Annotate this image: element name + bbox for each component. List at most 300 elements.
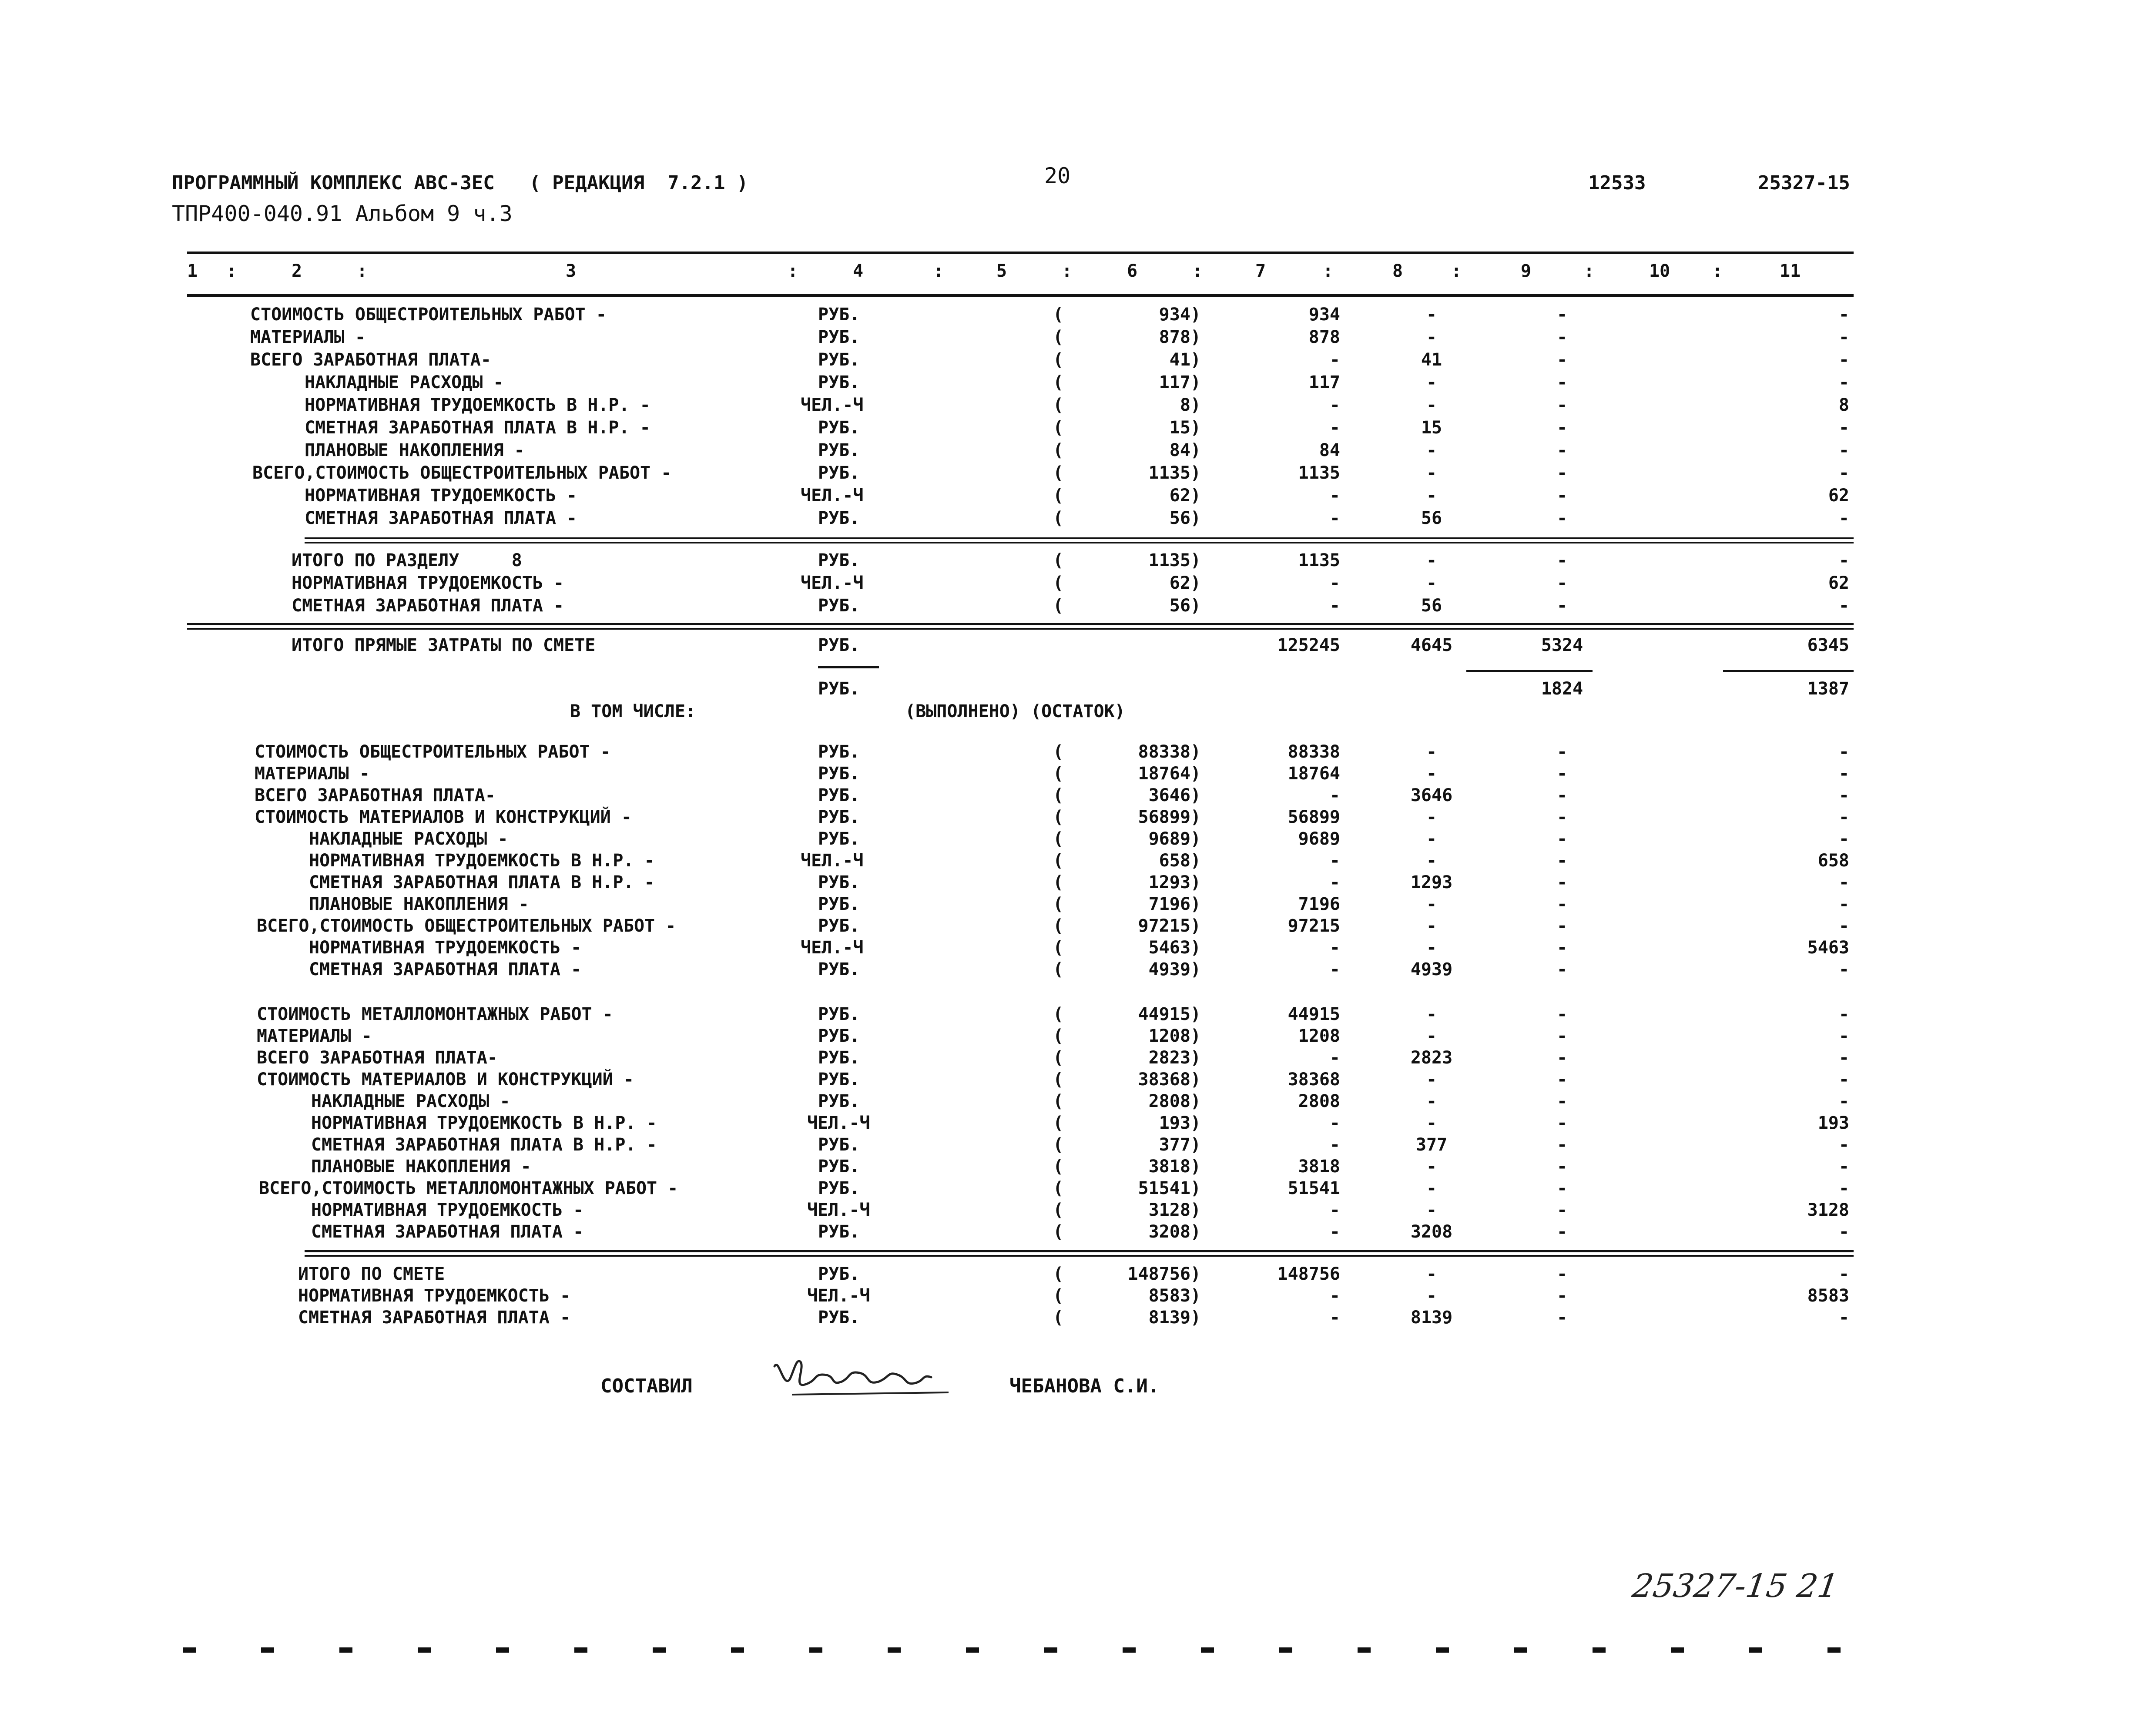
table-row: СМЕТНАЯ ЗАРАБОТНАЯ ПЛАТА В Н.Р. - РУБ. ( 1293) - 1293 - -: [309, 872, 1849, 892]
unit: РУБ.: [818, 463, 860, 483]
item-name: НОРМАТИВНАЯ ТРУДОЕМКОСТЬ -: [311, 1200, 584, 1220]
bottom-dash: [888, 1647, 901, 1653]
col11-underline: [1723, 670, 1854, 672]
col6-value: 1208): [1148, 1026, 1201, 1046]
col11-value: -: [1838, 916, 1849, 936]
col6-value: 2823): [1148, 1048, 1201, 1068]
table-row: НОРМАТИВНАЯ ТРУДОЕМКОСТЬ В Н.Р. - ЧЕЛ.-Ч ( 193) - - - 193: [311, 1113, 1849, 1133]
col7-value: -: [1329, 1200, 1340, 1220]
table-row: СМЕТНАЯ ЗАРАБОТНАЯ ПЛАТА - РУБ. ( 4939) - 4939 - -: [309, 959, 1849, 979]
col9-value: 1824: [1541, 679, 1583, 699]
unit: РУБ.: [818, 1091, 860, 1111]
item-name: СТОИМОСТЬ ОБЩЕСТРОИТЕЛЬНЫХ РАБОТ -: [255, 742, 611, 762]
unit: РУБ.: [818, 1264, 860, 1284]
col8-value: -: [1426, 573, 1437, 593]
bottom-dash: [574, 1647, 587, 1653]
col11-value: -: [1838, 1157, 1849, 1177]
table-row: МАТЕРИАЛЫ - РУБ. ( 1208) 1208 - - -: [257, 1026, 1849, 1046]
col7-value: -: [1329, 1286, 1340, 1306]
col9-value: -: [1556, 785, 1568, 805]
unit: РУБ.: [818, 829, 860, 849]
col7-value: 38368: [1288, 1070, 1340, 1090]
col6-value: 41): [1169, 350, 1201, 370]
item-name: МАТЕРИАЛЫ -: [250, 327, 365, 347]
col-7: 7: [1255, 261, 1266, 281]
col9-value: -: [1556, 463, 1568, 483]
col8-value: -: [1426, 851, 1437, 871]
col11-value: 8: [1838, 395, 1849, 415]
col8-value: 3646: [1410, 785, 1453, 805]
document-code: 12533: [1588, 172, 1646, 194]
col7-value: 1135: [1298, 463, 1340, 483]
col8-value: -: [1426, 916, 1437, 936]
col6-value: 62): [1169, 573, 1201, 593]
bottom-dash: [1749, 1647, 1762, 1653]
col7-value: 51541: [1288, 1178, 1340, 1198]
col6-value: 62): [1169, 486, 1201, 506]
item-name: СМЕТНАЯ ЗАРАБОТНАЯ ПЛАТА В Н.Р. -: [311, 1135, 657, 1155]
col6-value: 15): [1169, 418, 1201, 438]
col-6: 6: [1127, 261, 1138, 281]
table-row: НОРМАТИВНАЯ ТРУДОЕМКОСТЬ В Н.Р. - ЧЕЛ.-Ч ( 658) - - - 658: [309, 851, 1849, 871]
col9-value: -: [1556, 916, 1568, 936]
item-name: ИТОГО ПО РАЗДЕЛУ 8: [292, 550, 522, 570]
bottom-dash: [183, 1647, 196, 1653]
col8-value: -: [1426, 1026, 1437, 1046]
subtotal-row: [0, 679, 2156, 701]
col8-value: -: [1426, 1070, 1437, 1090]
unit: РУБ.: [818, 372, 860, 392]
col8-value: -: [1426, 764, 1437, 784]
col-8: 8: [1392, 261, 1403, 281]
section-rule: [305, 537, 1854, 539]
table-row: ВСЕГО ЗАРАБОТНАЯ ПЛАТА- РУБ. ( 2823) - 2823 - -: [257, 1048, 1849, 1068]
program-title: ПРОГРАММНЫЙ КОМПЛЕКС АВС-3ЕС ( РЕДАКЦИЯ 7.2.1 ): [172, 172, 748, 194]
col11-value: 6345: [1807, 635, 1849, 655]
col8-value: -: [1426, 807, 1437, 827]
unit: РУБ.: [818, 872, 860, 892]
including-label: В ТОМ ЧИСЛЕ:: [570, 701, 696, 721]
col6-value: 56): [1169, 596, 1201, 616]
header-bottom-rule: [187, 294, 1854, 297]
col11-value: -: [1838, 1004, 1849, 1024]
item-name: МАТЕРИАЛЫ -: [255, 764, 370, 784]
col6-value: 5463): [1148, 938, 1201, 958]
col9-value: -: [1556, 1178, 1568, 1198]
table-row: ПЛАНОВЫЕ НАКОПЛЕНИЯ - РУБ. ( 7196) 7196 - - -: [309, 894, 1849, 914]
item-name: ВСЕГО ЗАРАБОТНАЯ ПЛАТА-: [250, 350, 491, 370]
col11-value: -: [1838, 463, 1849, 483]
col6-value: 9689): [1148, 829, 1201, 849]
bottom-dash: [261, 1647, 274, 1653]
col7-value: -: [1329, 959, 1340, 979]
col9-value: -: [1556, 550, 1568, 570]
col11-value: -: [1838, 1026, 1849, 1046]
table-top-rule: [187, 252, 1854, 254]
col7-value: -: [1329, 1048, 1340, 1068]
col-3: 3: [566, 261, 577, 281]
col9-value: -: [1556, 807, 1568, 827]
bottom-dash: [809, 1647, 822, 1653]
col-5: 5: [996, 261, 1007, 281]
table-row: СТОИМОСТЬ ОБЩЕСТРОИТЕЛЬНЫХ РАБОТ - РУБ. ( 88338) 88338 - - -: [255, 742, 1849, 762]
item-name: ПЛАНОВЫЕ НАКОПЛЕНИЯ -: [309, 894, 529, 914]
col8-value: -: [1426, 327, 1437, 347]
col11-value: -: [1838, 1222, 1849, 1242]
col8-value: -: [1426, 1157, 1437, 1177]
unit: РУБ.: [818, 1026, 860, 1046]
col9-value: -: [1556, 742, 1568, 762]
table-row: НОРМАТИВНАЯ ТРУДОЕМКОСТЬ - ЧЕЛ.-Ч ( 5463) - - - 5463: [309, 938, 1849, 958]
col8-value: 3208: [1410, 1222, 1453, 1242]
col11-value: -: [1838, 305, 1849, 325]
item-name: НОРМАТИВНАЯ ТРУДОЕМКОСТЬ В Н.Р. -: [309, 851, 655, 871]
bottom-dash: [653, 1647, 666, 1653]
section-rule: [305, 1250, 1854, 1252]
col6-value: 51541): [1138, 1178, 1201, 1198]
col11-value: 193: [1817, 1113, 1849, 1133]
col8-value: 377: [1415, 1135, 1448, 1155]
col6-value: 88338): [1138, 742, 1201, 762]
col11-value: -: [1838, 742, 1849, 762]
col7-value: 117: [1308, 372, 1340, 392]
unit: РУБ.: [818, 1222, 860, 1242]
col8-value: 4645: [1410, 635, 1453, 655]
bottom-dash: [418, 1647, 431, 1653]
col11-value: 8583: [1807, 1286, 1849, 1306]
col7-value: -: [1329, 851, 1340, 871]
col11-value: -: [1838, 1135, 1849, 1155]
col6-value: 3646): [1148, 785, 1201, 805]
unit: РУБ.: [818, 916, 860, 936]
unit: РУБ.: [818, 894, 860, 914]
table-row: ВСЕГО,СТОИМОСТЬ МЕТАЛЛОМОНТАЖНЫХ РАБОТ - РУБ. ( 51541) 51541 - - -: [259, 1178, 1849, 1198]
col6-value: 3208): [1148, 1222, 1201, 1242]
col8-value: -: [1426, 395, 1437, 415]
table-row: НАКЛАДНЫЕ РАСХОДЫ - РУБ. ( 9689) 9689 - - -: [309, 829, 1849, 849]
col8-value: -: [1426, 305, 1437, 325]
unit: ЧЕЛ.-Ч: [801, 486, 864, 506]
col6-value: 3818): [1148, 1157, 1201, 1177]
table-row: СМЕТНАЯ ЗАРАБОТНАЯ ПЛАТА - РУБ. ( 56) - 56 - -: [292, 596, 1849, 616]
table-row: СМЕТНАЯ ЗАРАБОТНАЯ ПЛАТА - РУБ. ( 56) - 56 - -: [305, 508, 1849, 528]
table-row: СТОИМОСТЬ МАТЕРИАЛОВ И КОНСТРУКЦИЙ - РУБ. ( 56899) 56899 - - -: [255, 807, 1849, 827]
table-row: ПЛАНОВЫЕ НАКОПЛЕНИЯ - РУБ. ( 3818) 3818 - - -: [311, 1157, 1849, 1177]
unit: РУБ.: [818, 1004, 860, 1024]
col8-value: 56: [1421, 596, 1442, 616]
page-number: 20: [1044, 163, 1071, 188]
col6-value: 3128): [1148, 1200, 1201, 1220]
col8-value: 4939: [1410, 959, 1453, 979]
col9-value: -: [1556, 938, 1568, 958]
bottom-dash: [1044, 1647, 1057, 1653]
item-name: НАКЛАДНЫЕ РАСХОДЫ -: [309, 829, 508, 849]
section-rule: [187, 623, 1854, 625]
col7-value: 7196: [1298, 894, 1340, 914]
unit: РУБ.: [818, 418, 860, 438]
col9-value: -: [1556, 829, 1568, 849]
item-name: НОРМАТИВНАЯ ТРУДОЕМКОСТЬ -: [292, 573, 564, 593]
item-name: НОРМАТИВНАЯ ТРУДОЕМКОСТЬ -: [305, 486, 577, 506]
bottom-dash: [1593, 1647, 1606, 1653]
col9-value: -: [1556, 959, 1568, 979]
table-row: НОРМАТИВНАЯ ТРУДОЕМКОСТЬ - ЧЕЛ.-Ч ( 8583) - - - 8583: [298, 1286, 1849, 1306]
col11-value: -: [1838, 1070, 1849, 1090]
col7-value: -: [1329, 486, 1340, 506]
col7-value: 84: [1319, 440, 1340, 460]
col9-value: -: [1556, 440, 1568, 460]
unit: РУБ.: [818, 596, 860, 616]
col8-value: -: [1426, 1200, 1437, 1220]
col6-value: 2808): [1148, 1091, 1201, 1111]
item-name: СМЕТНАЯ ЗАРАБОТНАЯ ПЛАТА -: [305, 508, 577, 528]
col8-value: -: [1426, 440, 1437, 460]
col9-value: 5324: [1541, 635, 1583, 655]
item-name: ПЛАНОВЫЕ НАКОПЛЕНИЯ -: [311, 1157, 531, 1177]
col6-value: 4939): [1148, 959, 1201, 979]
table-row: СТОИМОСТЬ ОБЩЕСТРОИТЕЛЬНЫХ РАБОТ - РУБ. ( 934) 934 - - -: [250, 305, 1849, 325]
table-row: НОРМАТИВНАЯ ТРУДОЕМКОСТЬ - ЧЕЛ.-Ч ( 62) - - - 62: [292, 573, 1849, 593]
col9-value: -: [1556, 1157, 1568, 1177]
col11-value: -: [1838, 440, 1849, 460]
col11-value: 5463: [1807, 938, 1849, 958]
bottom-dash: [496, 1647, 509, 1653]
unit: РУБ.: [818, 305, 860, 325]
section-rule: [305, 1255, 1854, 1257]
unit: РУБ.: [818, 785, 860, 805]
col11-value: -: [1838, 829, 1849, 849]
col7-value: -: [1329, 395, 1340, 415]
unit: РУБ.: [818, 742, 860, 762]
table-row: ВСЕГО,СТОИМОСТЬ ОБЩЕСТРОИТЕЛЬНЫХ РАБОТ - РУБ. ( 1135) 1135 - - -: [252, 463, 1849, 483]
table-row: ВСЕГО ЗАРАБОТНАЯ ПЛАТА- РУБ. ( 3646) - 3646 - -: [255, 785, 1849, 805]
direct-costs-row: [0, 635, 2156, 657]
col11-value: 1387: [1807, 679, 1849, 699]
table-row: МАТЕРИАЛЫ - РУБ. ( 878) 878 - - -: [250, 327, 1849, 347]
unit: РУБ.: [818, 327, 860, 347]
bottom-dash: [1358, 1647, 1371, 1653]
col11-value: -: [1838, 372, 1849, 392]
col9-value: -: [1556, 486, 1568, 506]
bottom-dash: [1827, 1647, 1841, 1653]
col6-value: 934): [1159, 305, 1201, 325]
col7-value: -: [1329, 1135, 1340, 1155]
bottom-dash: [339, 1647, 352, 1653]
col9-value: -: [1556, 1222, 1568, 1242]
handwritten-mark: [1630, 1562, 1841, 1614]
unit: ЧЕЛ.-Ч: [801, 851, 864, 871]
col6-value: 1135): [1148, 463, 1201, 483]
col8-value: 1293: [1410, 872, 1453, 892]
col8-value: -: [1426, 829, 1437, 849]
col6-value: 1293): [1148, 872, 1201, 892]
col6-value: 148756): [1127, 1264, 1201, 1284]
col11-value: 3128: [1807, 1200, 1849, 1220]
col7-value: 44915: [1288, 1004, 1340, 1024]
col11-value: -: [1838, 1264, 1849, 1284]
col6-value: 97215): [1138, 916, 1201, 936]
col6-value: 8): [1180, 395, 1201, 415]
compiled-by-name: ЧЕБАНОВА С.И.: [1009, 1375, 1160, 1397]
col11-value: -: [1838, 894, 1849, 914]
col9-value: -: [1556, 1048, 1568, 1068]
item-name: СМЕТНАЯ ЗАРАБОТНАЯ ПЛАТА -: [309, 959, 582, 979]
col8-value: -: [1426, 1113, 1437, 1133]
table-row: НАКЛАДНЫЕ РАСХОДЫ - РУБ. ( 117) 117 - - -: [305, 372, 1849, 392]
col11-value: -: [1838, 764, 1849, 784]
table-row: НОРМАТИВНАЯ ТРУДОЕМКОСТЬ - ЧЕЛ.-Ч ( 62) - - - 62: [305, 486, 1849, 506]
bottom-dash: [1201, 1647, 1214, 1653]
unit: РУБ.: [818, 508, 860, 528]
unit: ЧЕЛ.-Ч: [801, 395, 864, 415]
table-row: СМЕТНАЯ ЗАРАБОТНАЯ ПЛАТА В Н.Р. - РУБ. ( 15) - 15 - -: [305, 418, 1849, 438]
col11-value: -: [1838, 1178, 1849, 1198]
col8-value: 2823: [1410, 1048, 1453, 1068]
col7-value: 148756: [1277, 1264, 1340, 1284]
col7-value: 1208: [1298, 1026, 1340, 1046]
col6-value: 658): [1159, 851, 1201, 871]
col9-value: -: [1556, 894, 1568, 914]
unit: РУБ.: [818, 679, 860, 699]
col8-value: -: [1426, 486, 1437, 506]
col8-value: 41: [1421, 350, 1442, 370]
item-name: НОРМАТИВНАЯ ТРУДОЕМКОСТЬ В Н.Р. -: [305, 395, 650, 415]
col8-value: -: [1426, 742, 1437, 762]
table-row: МАТЕРИАЛЫ - РУБ. ( 18764) 18764 - - -: [255, 764, 1849, 784]
sheet-number: 25327-15: [1758, 172, 1850, 194]
table-row: ИТОГО ПО РАЗДЕЛУ 8 РУБ. ( 1135) 1135 - - -: [292, 550, 1849, 570]
unit: РУБ.: [818, 1308, 860, 1328]
col6-value: 878): [1159, 327, 1201, 347]
col8-value: 8139: [1410, 1308, 1453, 1328]
col11-value: -: [1838, 1048, 1849, 1068]
table-row: ИТОГО ПО СМЕТЕ РУБ. ( 148756) 148756 - - -: [298, 1264, 1849, 1284]
unit: ЧЕЛ.-Ч: [801, 938, 864, 958]
col7-value: 934: [1308, 305, 1340, 325]
unit: РУБ.: [818, 1048, 860, 1068]
col11-value: -: [1838, 785, 1849, 805]
unit: РУБ.: [818, 1070, 860, 1090]
col9-value: -: [1556, 1091, 1568, 1111]
col9-value: -: [1556, 1026, 1568, 1046]
col11-value: 62: [1828, 573, 1849, 593]
item-name: ИТОГО ПО СМЕТЕ: [298, 1264, 445, 1284]
col9-value: -: [1556, 1200, 1568, 1220]
item-name: НОРМАТИВНАЯ ТРУДОЕМКОСТЬ В Н.Р. -: [311, 1113, 657, 1133]
col7-value: -: [1329, 350, 1340, 370]
item-name: СМЕТНАЯ ЗАРАБОТНАЯ ПЛАТА В Н.Р. -: [305, 418, 650, 438]
col-9: 9: [1521, 261, 1532, 281]
item-name: СТОИМОСТЬ МАТЕРИАЛОВ И КОНСТРУКЦИЙ -: [255, 807, 632, 827]
col9-value: -: [1556, 1308, 1568, 1328]
col9-value: -: [1556, 1264, 1568, 1284]
col7-value: -: [1329, 872, 1340, 892]
table-row: ВСЕГО ЗАРАБОТНАЯ ПЛАТА- РУБ. ( 41) - 41 - -: [250, 350, 1849, 370]
col9-value: -: [1556, 418, 1568, 438]
col11-value: -: [1838, 872, 1849, 892]
table-row: ВСЕГО,СТОИМОСТЬ ОБЩЕСТРОИТЕЛЬНЫХ РАБОТ - РУБ. ( 97215) 97215 - - -: [257, 916, 1849, 936]
table-row: СМЕТНАЯ ЗАРАБОТНАЯ ПЛАТА - РУБ. ( 3208) - 3208 - -: [311, 1222, 1849, 1242]
unit: РУБ.: [818, 550, 860, 570]
table-row: НАКЛАДНЫЕ РАСХОДЫ - РУБ. ( 2808) 2808 - - -: [311, 1091, 1849, 1111]
col7-value: -: [1329, 1222, 1340, 1242]
col8-value: -: [1426, 1178, 1437, 1198]
col9-value: -: [1556, 764, 1568, 784]
col7-value: 878: [1308, 327, 1340, 347]
item-name: СМЕТНАЯ ЗАРАБОТНАЯ ПЛАТА -: [298, 1308, 571, 1328]
col8-value: -: [1426, 372, 1437, 392]
col11-value: 62: [1828, 486, 1849, 506]
signature: [766, 1349, 957, 1405]
bottom-dash: [1671, 1647, 1684, 1653]
unit: ЧЕЛ.-Ч: [801, 573, 864, 593]
col9-value: -: [1556, 372, 1568, 392]
col-10: 10: [1649, 261, 1670, 281]
col-2: 2: [292, 261, 302, 281]
col9-value: -: [1556, 1004, 1568, 1024]
col11-value: -: [1838, 350, 1849, 370]
unit: ЧЕЛ.-Ч: [807, 1286, 870, 1306]
table-row: СТОИМОСТЬ МАТЕРИАЛОВ И КОНСТРУКЦИЙ - РУБ. ( 38368) 38368 - - -: [257, 1070, 1849, 1090]
table-row: СТОИМОСТЬ МЕТАЛЛОМОНТАЖНЫХ РАБОТ - РУБ. ( 44915) 44915 - - -: [257, 1004, 1849, 1024]
unit: РУБ.: [818, 1135, 860, 1155]
col9-value: -: [1556, 1070, 1568, 1090]
column-header-row: 1 2 3 4 5 6 7 8 9 10 11 : : : : : : : : : :: [187, 261, 1801, 281]
bottom-dash: [1279, 1647, 1292, 1653]
item-name: НОРМАТИВНАЯ ТРУДОЕМКОСТЬ -: [309, 938, 582, 958]
col11-value: -: [1838, 807, 1849, 827]
table-row: НОРМАТИВНАЯ ТРУДОЕМКОСТЬ В Н.Р. - ЧЕЛ.-Ч ( 8) - - - 8: [305, 395, 1849, 415]
col-1: 1: [187, 261, 198, 281]
unit: РУБ.: [818, 350, 860, 370]
col9-value: -: [1556, 851, 1568, 871]
direct-costs-label: ИТОГО ПРЯМЫЕ ЗАТРАТЫ ПО СМЕТЕ: [292, 635, 596, 655]
table-row: СМЕТНАЯ ЗАРАБОТНАЯ ПЛАТА - РУБ. ( 8139) - 8139 - -: [298, 1308, 1849, 1328]
col6-value: 117): [1159, 372, 1201, 392]
col7-value: -: [1329, 1308, 1340, 1328]
including-row: [0, 701, 2156, 723]
col8-value: 56: [1421, 508, 1442, 528]
col9-value: -: [1556, 327, 1568, 347]
col8-value: -: [1426, 1286, 1437, 1306]
col7-value: 9689: [1298, 829, 1340, 849]
item-name: СТОИМОСТЬ МЕТАЛЛОМОНТАЖНЫХ РАБОТ -: [257, 1004, 613, 1024]
col8-value: -: [1426, 1264, 1437, 1284]
bottom-dash: [1123, 1647, 1136, 1653]
item-name: НАКЛАДНЫЕ РАСХОДЫ -: [305, 372, 504, 392]
svg-text:25327-15 21: 25327-15 21: [1630, 1567, 1841, 1605]
col6-value: 44915): [1138, 1004, 1201, 1024]
col11-value: -: [1838, 508, 1849, 528]
item-name: НОРМАТИВНАЯ ТРУДОЕМКОСТЬ -: [298, 1286, 571, 1306]
item-name: СТОИМОСТЬ ОБЩЕСТРОИТЕЛЬНЫХ РАБОТ -: [250, 305, 607, 325]
col7-value: 97215: [1288, 916, 1340, 936]
col8-value: -: [1426, 1004, 1437, 1024]
unit: РУБ.: [818, 635, 860, 655]
unit: ЧЕЛ.-Ч: [807, 1113, 870, 1133]
col7-value: 3818: [1298, 1157, 1340, 1177]
done-remaining-label: (ВЫПОЛНЕНО) (ОСТАТОК): [905, 701, 1125, 721]
col7-value: 1135: [1298, 550, 1340, 570]
bottom-dash: [1436, 1647, 1449, 1653]
col9-value: -: [1556, 350, 1568, 370]
item-name: ВСЕГО ЗАРАБОТНАЯ ПЛАТА-: [255, 785, 496, 805]
col7-value: 88338: [1288, 742, 1340, 762]
item-name: ВСЕГО ЗАРАБОТНАЯ ПЛАТА-: [257, 1048, 498, 1068]
col8-value: -: [1426, 463, 1437, 483]
item-name: СТОИМОСТЬ МАТЕРИАЛОВ И КОНСТРУКЦИЙ -: [257, 1070, 634, 1090]
col7-value: -: [1329, 418, 1340, 438]
